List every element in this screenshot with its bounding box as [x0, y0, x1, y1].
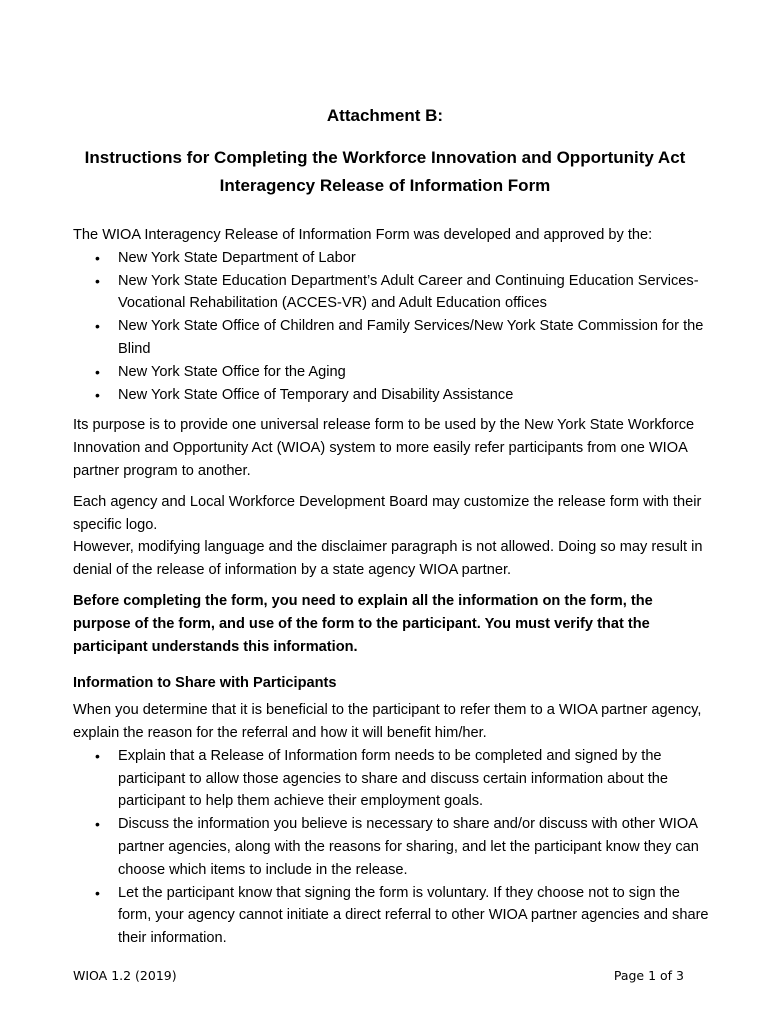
modifying-paragraph: However, modifying language and the disclaimer paragraph is not allowed. Doing so may result in denial of the release of information by a state agency WIOA partner. — [73, 539, 703, 579]
share-item-text: Explain that a Release of Information form needs to be completed and signed by the participant to allow those agencies to share and discuss certain information about the participant to help them achieve their employment goals. — [118, 747, 669, 810]
agency-list-item — [73, 315, 713, 361]
agency-list — [73, 247, 713, 407]
bullet-icon: • — [95, 747, 100, 764]
bullet-icon: • — [95, 884, 100, 901]
agency-list-item — [73, 270, 713, 316]
customize-paragraph: Each agency and Local Workforce Development Board may customize the release form with their specific logo. — [73, 493, 702, 533]
agency-text: New York State Department of Labor — [118, 249, 356, 266]
share-intro-paragraph: When you determine that it is beneficial to the participant to refer them to a WIOA partner agency, explain the reason for the referral and how it will benefit him/her. — [73, 702, 702, 741]
bullet-icon: • — [95, 363, 100, 380]
bullet-icon: • — [95, 272, 100, 289]
footer-version: WIOA 1.2 (2019) — [73, 968, 177, 983]
agency-text: New York State Office for the Aging — [118, 363, 346, 380]
agency-text: New York State Office of Children and Family Services/New York State Commission for the Blind — [118, 318, 704, 357]
document-body — [73, 224, 713, 958]
share-list-item — [73, 813, 713, 881]
share-item-text: Let the participant know that signing the form is voluntary. If they choose not to sign the form, your agency cannot initiate a direct referral to other WIOA partner agencies and share their information. — [118, 884, 709, 947]
bullet-icon: • — [95, 386, 100, 403]
attachment-title: Attachment B: — [326, 106, 444, 125]
before-completing-paragraph: Before completing the form, you need to explain all the information on the form, the purpose of the form, and use of the form to the participant. You must verify that the participant understands this information. — [73, 592, 653, 655]
agency-list-item — [73, 247, 713, 270]
document-title — [60, 144, 710, 200]
agency-list-item — [73, 361, 713, 384]
intro-paragraph: The WIOA Interagency Release of Information Form was developed and approved by the: — [73, 227, 653, 243]
document-title-line-1: Instructions for Completing the Workforce Innovation and Opportunity Act — [84, 148, 686, 167]
share-list — [73, 745, 713, 950]
footer-page-number: Page 1 of 3 — [613, 968, 684, 983]
agency-text: New York State Education Department’s Adult Career and Continuing Education Services- Vocational Rehabilitation (ACCES-VR) and Adult Education offices — [118, 272, 699, 312]
purpose-paragraph: Its purpose is to provide one universal release form to be used by the New York State Workforce Innovation and Opportunity Act (WIOA) system to more easily refer participants from one WIOA partner program to another. — [73, 417, 695, 479]
agency-list-item — [73, 384, 713, 407]
share-list-item — [73, 882, 713, 950]
share-item-text: Discuss the information you believe is necessary to share and/or discuss with other WIOA partner agencies, along with the reasons for sharing, and let the participant know they can choose which items to include in the release. — [118, 816, 699, 878]
bullet-icon: • — [95, 249, 100, 266]
share-heading: Information to Share with Participants — [73, 675, 337, 692]
share-list-item — [73, 745, 713, 813]
bullet-icon: • — [95, 318, 100, 335]
document-title-line-2: Interagency Release of Information Form — [219, 176, 551, 195]
bullet-icon: • — [95, 816, 100, 833]
agency-text: New York State Office of Temporary and Disability Assistance — [118, 386, 514, 403]
